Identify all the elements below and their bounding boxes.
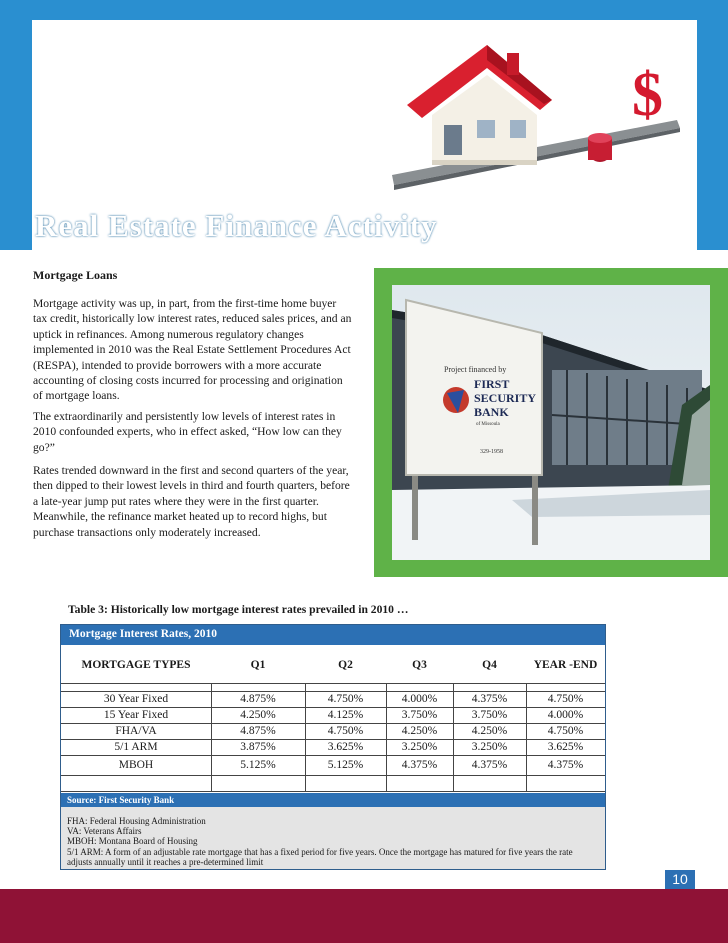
sign-text-line4: BANK bbox=[474, 405, 509, 419]
cell-year-end: 4.375% bbox=[547, 759, 584, 771]
svg-text:$: $ bbox=[632, 61, 663, 129]
cell-q3: 4.250% bbox=[401, 725, 438, 737]
cell-q1: 4.250% bbox=[240, 709, 276, 721]
row-label: MBOH bbox=[118, 759, 154, 771]
cell-q1: 3.875% bbox=[240, 741, 276, 753]
table-spacer-row bbox=[61, 775, 605, 791]
cell-q2: 4.750% bbox=[327, 725, 364, 737]
paragraph-1: Mortgage activity was up, in part, from the first-time home buyer tax credit, historically low interest rates, reduced sales prices, and an uptick in refinances. Among numerous regulatory changes implemented in 2010 was the Real Estate Settlement Procedures Act (RESPA), intended to provide borrowers with a more accurate accounting of closing costs incurred for processing and origination of mortgage loans. bbox=[33, 297, 352, 403]
row-label: 5/1 ARM bbox=[114, 741, 158, 753]
sign-text-line2: FIRST bbox=[474, 377, 510, 391]
header-mortgage-types: MORTGAGE TYPES bbox=[81, 659, 191, 671]
cell-year-end: 4.750% bbox=[547, 693, 584, 705]
page-title: Real Estate Finance Activity bbox=[35, 208, 438, 243]
table-header-row bbox=[61, 645, 605, 683]
table-row bbox=[61, 723, 605, 739]
header-year-end: YEAR -END bbox=[533, 659, 598, 671]
hero-banner bbox=[0, 0, 728, 250]
cell-q2: 5.125% bbox=[327, 759, 364, 771]
column-divider bbox=[211, 683, 212, 791]
building-photo-illustration bbox=[392, 285, 710, 560]
row-label: FHA/VA bbox=[115, 725, 157, 737]
cell-q2: 4.750% bbox=[327, 693, 364, 705]
header-q3: Q3 bbox=[412, 659, 427, 671]
cell-q3: 3.250% bbox=[401, 741, 438, 753]
cell-q4: 4.375% bbox=[471, 693, 508, 705]
footer-bar bbox=[0, 889, 728, 943]
paragraph-2: The extraordinarily and persistently low levels of interest rates in 2010 confounded experts, who in effect asked, “How low can they go?” bbox=[33, 410, 342, 454]
table-row bbox=[61, 691, 605, 707]
cell-q3: 4.375% bbox=[401, 759, 438, 771]
row-label: 30 Year Fixed bbox=[103, 693, 169, 705]
sign-text-line3: SECURITY bbox=[474, 391, 537, 405]
cell-q2: 3.625% bbox=[327, 741, 364, 753]
building-photo bbox=[392, 285, 710, 560]
table-title: Mortgage Interest Rates, 2010 bbox=[61, 625, 605, 645]
cell-q4: 4.250% bbox=[471, 725, 508, 737]
column-divider bbox=[386, 683, 387, 791]
header-q2: Q2 bbox=[338, 659, 353, 671]
cell-year-end: 3.625% bbox=[547, 741, 584, 753]
cell-q1: 4.875% bbox=[240, 693, 276, 705]
cell-q2: 4.125% bbox=[327, 709, 364, 721]
mortgage-rates-table bbox=[60, 624, 606, 870]
note-fha: FHA: Federal Housing Administration bbox=[67, 816, 206, 826]
header-q1: Q1 bbox=[250, 659, 266, 671]
cell-q4: 3.750% bbox=[471, 709, 508, 721]
cell-year-end: 4.750% bbox=[547, 725, 584, 737]
sign-phone: 329-1958 bbox=[480, 449, 503, 455]
note-arm: 5/1 ARM: A form of an adjustable rate mortgage that has a fixed period for five years. Once the mortgage has matured for five years the rate adjusts annually until it reaches a pre-determined limit bbox=[67, 846, 573, 867]
note-mboh: MBOH: Montana Board of Housing bbox=[67, 836, 198, 847]
bank-logo-icon bbox=[443, 387, 469, 413]
cell-q1: 5.125% bbox=[240, 759, 276, 771]
table-source: Source: First Security Bank bbox=[61, 793, 605, 807]
note-va: VA: Veterans Affairs bbox=[67, 826, 142, 837]
sign-text-line5: of Missoula bbox=[476, 422, 500, 427]
table-notes bbox=[61, 807, 605, 869]
column-divider bbox=[305, 683, 306, 791]
section-heading: Mortgage Loans bbox=[33, 268, 118, 282]
cell-year-end: 4.000% bbox=[547, 709, 584, 721]
table-row bbox=[61, 739, 605, 755]
row-label: 15 Year Fixed bbox=[103, 709, 169, 721]
cell-q1: 4.875% bbox=[240, 725, 276, 737]
column-divider bbox=[453, 683, 454, 791]
page-number: 10 bbox=[665, 870, 695, 889]
cell-q3: 3.750% bbox=[401, 709, 438, 721]
header-q4: Q4 bbox=[482, 659, 497, 671]
table-row bbox=[61, 755, 605, 775]
column-divider bbox=[526, 683, 527, 791]
cell-q4: 3.250% bbox=[471, 741, 508, 753]
paragraph-3: Rates trended downward in the first and second quarters of the year, then dipped to their lowest levels in third and fourth quarters, before a late-year jump put rates where they were in the first quarter. Meanwhile, the refinance market heated up to record highs, but purchase transactions only moderately increased. bbox=[33, 464, 350, 539]
cell-q4: 4.375% bbox=[471, 759, 508, 771]
sign-text-line1: Project financed by bbox=[444, 365, 507, 374]
cell-q3: 4.000% bbox=[401, 693, 438, 705]
table-row bbox=[61, 707, 605, 723]
table-caption: Table 3: Historically low mortgage interest rates prevailed in 2010 … bbox=[68, 603, 409, 616]
